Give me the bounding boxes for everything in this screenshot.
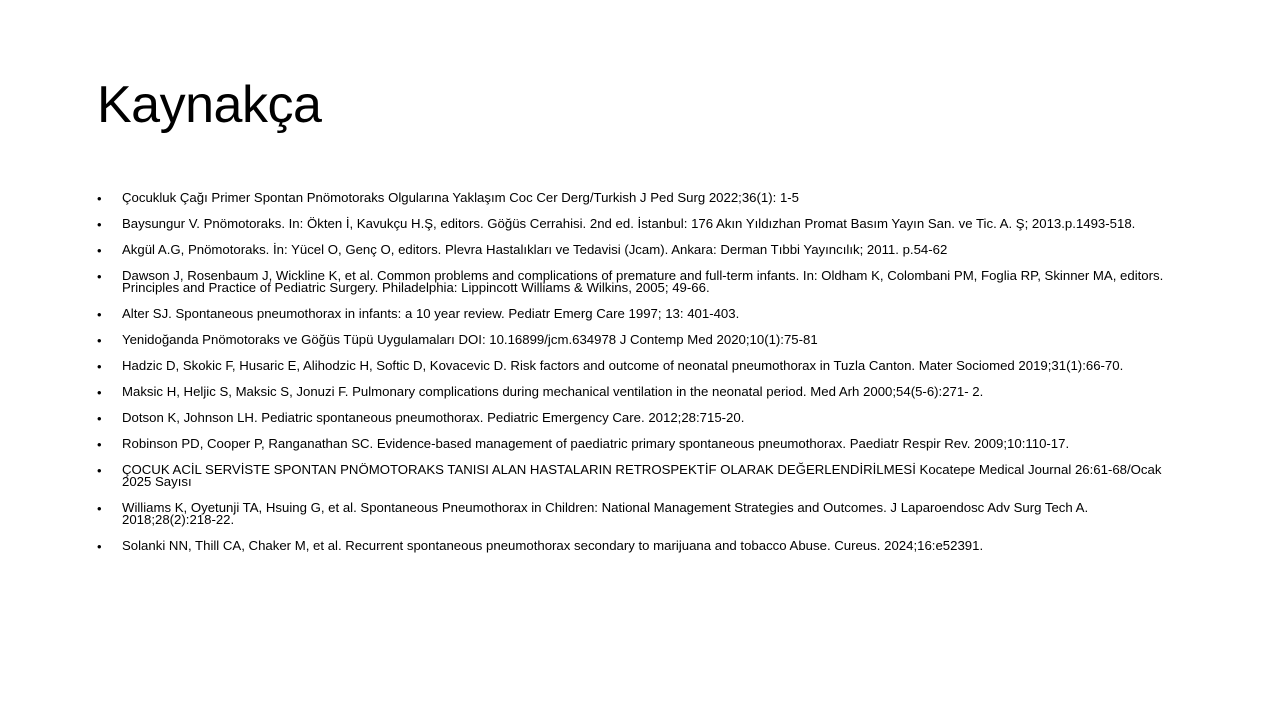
reference-item-12	[97, 502, 1177, 526]
reference-item-10	[97, 438, 1177, 450]
bullet-icon: •	[97, 217, 102, 232]
reference-text: Robinson PD, Cooper P, Ranganathan SC. Evidence-based management of paediatric primary spontaneous pneumothorax. Paediatr Respir Rev. 2009;10:110-17.	[122, 436, 1070, 451]
reference-item-7	[97, 360, 1177, 372]
reference-text: Akgül A.G, Pnömotoraks. İn: Yücel O, Genç O, editors. Plevra Hastalıkları ve Tedavisi (Jcam). Ankara: Derman Tıbbi Yayıncılık; 2011. p.54-62	[122, 242, 948, 257]
bullet-icon: •	[97, 437, 102, 452]
reference-item-11	[97, 464, 1177, 488]
bullet-icon: •	[97, 385, 102, 400]
reference-item-5	[97, 308, 1177, 320]
bullet-icon: •	[97, 333, 102, 348]
bullet-icon: •	[97, 539, 102, 554]
reference-text: Solanki NN, Thill CA, Chaker M, et al. Recurrent spontaneous pneumothorax secondary to marijuana and tobacco Abuse. Cureus. 2024;16:e52391.	[122, 538, 984, 553]
bullet-icon: •	[97, 191, 102, 206]
reference-text: ÇOCUK ACİL SERVİSTE SPONTAN PNÖMOTORAKS TANISI ALAN HASTALARIN RETROSPEKTİF OLARAK DEĞERLENDİRİLMESİ Kocatepe Medical Journal 26:61-68/Ocak 2025 Sayısı	[122, 462, 1162, 489]
bullet-icon: •	[97, 307, 102, 322]
reference-text: Alter SJ. Spontaneous pneumothorax in infants: a 10 year review. Pediatr Emerg Care 1997; 13: 401-403.	[122, 306, 740, 321]
reference-text: Williams K, Oyetunji TA, Hsuing G, et al. Spontaneous Pneumothorax in Children: National Management Strategies and Outcomes. J Laparoendosc Adv Surg Tech A. 2018;28(2):218-22.	[122, 500, 1089, 527]
bullet-icon: •	[97, 463, 102, 478]
reference-text: Dotson K, Johnson LH. Pediatric spontaneous pneumothorax. Pediatric Emergency Care. 2012;28:715-20.	[122, 410, 745, 425]
bullet-icon: •	[97, 269, 102, 284]
reference-item-3	[97, 244, 1177, 256]
bullet-icon: •	[97, 411, 102, 426]
bullet-icon: •	[97, 359, 102, 374]
reference-item-1	[97, 192, 1177, 204]
bullet-icon: •	[97, 243, 102, 258]
reference-text: Dawson J, Rosenbaum J, Wickline K, et al. Common problems and complications of premature and full-term infants. In: Oldham K, Colombani PM, Foglia RP, Skinner MA, editors. Principles and Practice of Pediatric Surgery. Philadelphia: Lippincott Williams & Wilkins, 2005; 49-66.	[122, 268, 1164, 295]
reference-text: Hadzic D, Skokic F, Husaric E, Alihodzic H, Softic D, Kovacevic D. Risk factors and outcome of neonatal pneumothorax in Tuzla Canton. Mater Sociomed 2019;31(1):66-70.	[122, 358, 1124, 373]
reference-item-6	[97, 334, 1177, 346]
reference-text: Çocukluk Çağı Primer Spontan Pnömotoraks Olgularına Yaklaşım Coc Cer Derg/Turkish J Ped Surg 2022;36(1): 1-5	[122, 190, 800, 205]
reference-item-4	[97, 270, 1177, 294]
reference-item-9	[97, 412, 1177, 424]
reference-text: Baysungur V. Pnömotoraks. In: Ökten İ, Kavukçu H.Ş, editors. Göğüs Cerrahisi. 2nd ed. İstanbul: 176 Akın Yıldızhan Promat Basım Yayın San. ve Tic. A. Ş; 2013.p.1493-518.	[122, 216, 1136, 231]
reference-item-2	[97, 218, 1177, 230]
reference-item-13	[97, 540, 1177, 552]
slide-title: Kaynakça	[97, 76, 322, 134]
reference-list	[97, 192, 1177, 566]
reference-text: Yenidoğanda Pnömotoraks ve Göğüs Tüpü Uygulamaları DOI: 10.16899/jcm.634978 J Contemp Med 2020;10(1):75-81	[122, 332, 818, 347]
reference-item-8	[97, 386, 1177, 398]
bullet-icon: •	[97, 501, 102, 516]
reference-text: Maksic H, Heljic S, Maksic S, Jonuzi F. Pulmonary complications during mechanical ventilation in the neonatal period. Med Arh 2000;54(5-6):271- 2.	[122, 384, 984, 399]
